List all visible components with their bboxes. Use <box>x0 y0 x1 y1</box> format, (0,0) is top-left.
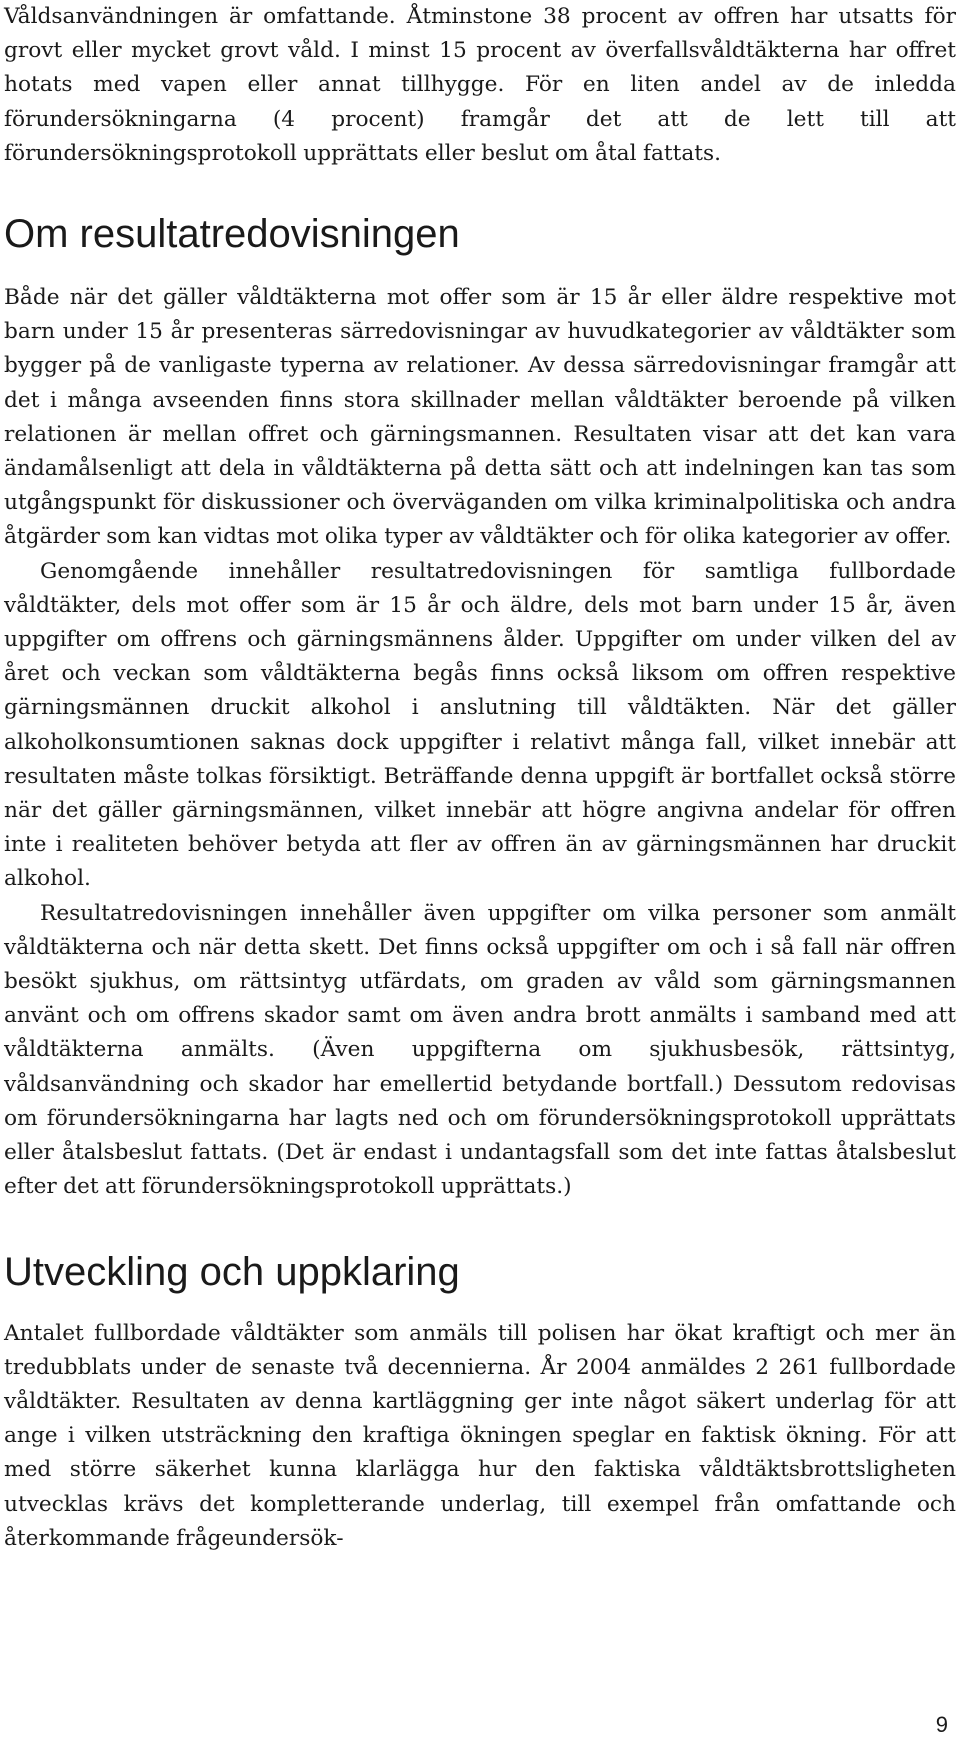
section2-paragraph-1: Antalet fullbordade våldtäkter som anmäls till polisen har ökat kraftigt och mer än tredubblats under de senaste två decennierna. År 2004 anmäldes 2 261 fullbordade våldtäkter. Resultaten av denna kartläggning ger inte något säkert underlag för att ange i vilken utsträckning den kraftiga ökningen speglar en faktisk ökning. För att med större säkerhet kunna klarlägga hur den faktiska våldtäktsbrottsligheten utvecklas krävs det kompletterande underlag, till exempel från omfattande och återkommande frågeundersök- <box>4 1320 956 1551</box>
section1-paragraph-3: Resultatredovisningen innehåller även uppgifter om vilka personer som anmält våldtäkterna och när detta skett. Det finns också uppgifter om och i så fall när offren besökt sjukhus, om rättsintyg utfärdats, om graden av våld som gärningsmannen använt och om offrens skador samt om även andra brott anmälts i samband med att våldtäkterna anmälts. (Även uppgifterna om sjukhusbesök, rättsintyg, våldsanvändning och skador har emellertid betydande bortfall.) Dessutom redovisas om förundersökningarna har lagts ned och om förundersökningsprotokoll upprättats eller åtalsbeslut fattats. (Det är endast i undantagsfall som det inte fattas åtalsbeslut efter det att förundersökningsprotokoll upprättats.) <box>4 900 956 1200</box>
page-number: 9 <box>935 1712 948 1737</box>
section1-paragraph-1: Både när det gäller våldtäkterna mot offer som är 15 år eller äldre respektive mot barn under 15 år presenteras särredovisningar av huvudkategorier av våldtäkter som bygger på de vanligaste typerna av relationer. Av dessa särredovisningar framgår att det i många avseenden finns stora skillnader mellan våldtäkter beroende på vilken relationen är mellan offret och gärningsmannen. Resultaten visar att det kan vara ändamålsenligt att dela in våldtäkterna på detta sätt och att indelningen kan tas som utgångspunkt för diskussioner och överväganden om vilka kriminalpolitiska och andra åtgärder som kan vidtas mot olika typer av våldtäkter och för olika kategorier av offer. <box>4 285 956 550</box>
intro-paragraph: Våldsanvändningen är omfattande. Åtminstone 38 procent av offren har utsatts för grovt eller mycket grovt våld. I minst 15 procent av överfallsvåldtäkterna har offret hotats med vapen eller annat tillhygge. För en liten andel av de inledda förundersökningarna (4 procent) framgår det att de lett till att förundersökningsprotokoll upprättats eller beslut om åtal fattats. <box>4 4 956 166</box>
section1-paragraph-2: Genomgående innehåller resultatredovisningen för samtliga fullbordade våldtäkter, dels mot offer som är 15 år och äldre, dels mot barn under 15 år, även uppgifter om offrens och gärningsmännens ålder. Uppgifter om under vilken del av året och veckan som våldtäkterna begås finns också liksom om offren respektive gärningsmännen druckit alkohol i anslutning till våldtäkten. När det gäller alkoholkonsumtionen saknas dock uppgifter i relativt många fall, vilket innebär att resultaten måste tolkas försiktigt. Beträffande denna uppgift är bortfallet också större när det gäller gärningsmännen, vilket innebär att högre angivna andelar för offren inte i realiteten behöver betyda att fler av offren än av gärningsmännen har druckit alkohol. <box>4 558 956 892</box>
section-heading-utveckling: Utveckling och uppklaring <box>4 1249 460 1294</box>
document-page <box>4 0 956 1556</box>
section-heading-resultatredovisningen: Om resultatredovisningen <box>4 212 460 257</box>
